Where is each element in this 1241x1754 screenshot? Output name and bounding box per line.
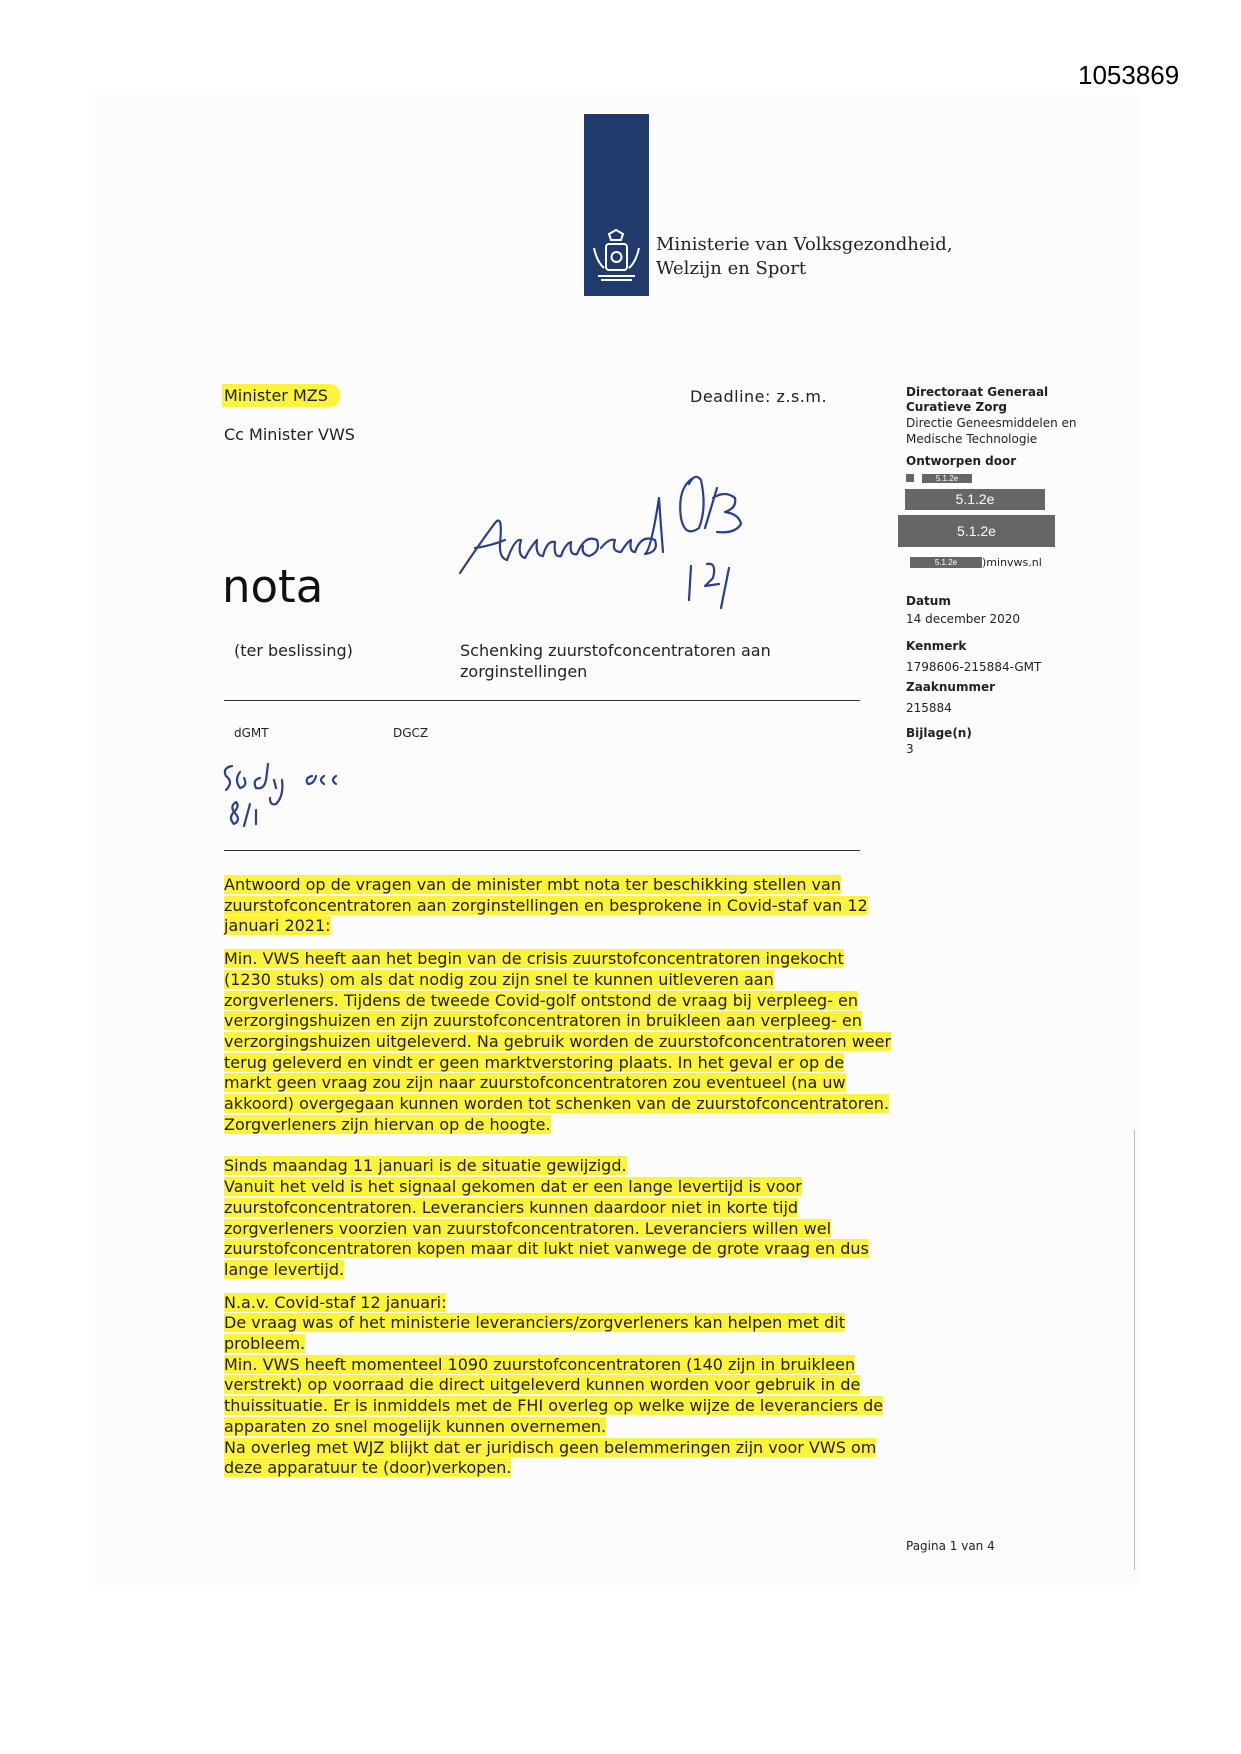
line: januari 2021: [224, 916, 331, 936]
datum-label: Datum [906, 594, 951, 608]
line: Min. VWS heeft momenteel 1090 zuurstofconcentratoren (140 zijn in bruikleen [224, 1354, 856, 1374]
redaction-initial [906, 474, 914, 482]
document-subject [460, 641, 771, 682]
email-line [910, 552, 1042, 569]
redaction-small: 5.1.2e [922, 474, 972, 483]
paragraph-3 [224, 1156, 924, 1280]
subject-line1: Schenking zuurstofconcentratoren aan [460, 641, 771, 660]
divider-top [224, 700, 860, 701]
addressee [222, 386, 340, 407]
coat-of-arms-icon [589, 228, 644, 284]
line: zuurstofconcentratoren. Leveranciers kunnen daardoor niet in korte tijd [224, 1197, 799, 1217]
redaction-block-1: 5.1.2e [905, 489, 1045, 510]
zaaknummer-label: Zaaknummer [906, 680, 996, 694]
body [224, 875, 924, 1479]
line: probleem. [224, 1334, 306, 1354]
document-id: 1053869 [1078, 60, 1180, 90]
directorate-line1: Directoraat Generaal [906, 385, 1049, 399]
line: zorgverleners. Tijdens de tweede Covid-golf ontstond de vraag bij verpleeg- en [224, 990, 859, 1010]
document-title: nota [222, 560, 324, 613]
line: verzorgingshuizen uitgeleverd. Na gebruik worden de zuurstofconcentratoren weer [224, 1031, 892, 1051]
datum-value: 14 december 2020 [906, 612, 1021, 626]
paragraph-4 [224, 1293, 924, 1479]
line: Na overleg met WJZ blijkt dat er juridisch geen belemmeringen zijn voor VWS om [224, 1437, 877, 1457]
routing-dgcz: DGCZ [393, 726, 429, 740]
kenmerk-block [906, 638, 1041, 757]
kenmerk-value: 1798606-215884-GMT [906, 660, 1042, 674]
ministry-name-line2: Welzijn en Sport [656, 258, 807, 279]
handwritten-approval [455, 468, 805, 628]
email-domain: )minvws.nl [982, 556, 1042, 569]
line: zuurstofconcentratoren kopen maar dit lukt niet vanwege de grote vraag en dus [224, 1239, 869, 1259]
line: Sinds maandag 11 januari is de situatie gewijzigd. [224, 1156, 627, 1176]
line: lange levertijd. [224, 1259, 345, 1279]
directie-line2: Medische Technologie [906, 432, 1038, 446]
line: Min. VWS heeft aan het begin van de crisis zuurstofconcentratoren ingekocht [224, 949, 844, 969]
bijlage-label: Bijlage(n) [906, 726, 972, 740]
line: Antwoord op de vragen van de minister mbt nota ter beschikking stellen van [224, 875, 841, 894]
deadline: Deadline: z.s.m. [690, 387, 828, 406]
redaction-block-2: 5.1.2e [898, 515, 1055, 547]
sidebar [906, 384, 1106, 469]
page-number: Pagina 1 van 4 [906, 1539, 995, 1553]
line: (1230 stuks) om als dat nodig zou zijn snel te kunnen uitleveren aan [224, 969, 774, 989]
ministry-name [656, 233, 953, 281]
line: apparaten zo snel mogelijk kunnen overnemen. [224, 1416, 607, 1436]
kenmerk-label: Kenmerk [906, 639, 967, 653]
line: N.a.v. Covid-staf 12 januari: [224, 1292, 447, 1312]
bijlage-value: 3 [906, 742, 914, 756]
handwritten-sg-approval [220, 758, 350, 828]
line: De vraag was of het ministerie leveranciers/zorgverleners kan helpen met dit [224, 1313, 845, 1333]
document-type: (ter beslissing) [234, 641, 353, 660]
directorate-line2: Curatieve Zorg [906, 400, 1007, 414]
routing-dgmt: dGMT [234, 726, 269, 740]
line: verzorgingshuizen en zijn zuurstofconcentratoren in bruikleen aan verpleeg- en [224, 1011, 862, 1031]
date-block [906, 593, 1020, 627]
divider-bottom [224, 850, 860, 851]
scan-edge [1134, 1130, 1135, 1570]
cc-line: Cc Minister VWS [224, 425, 355, 444]
line: deze apparatuur te (door)verkopen. [224, 1458, 512, 1478]
line: terug geleverd en vindt er geen marktverstoring plaats. In het geval er op de [224, 1052, 845, 1072]
line: zuurstofconcentratoren aan zorginstellingen en besprokene in Covid-staf van 12 [224, 895, 868, 915]
line: zorgverleners voorzien van zuurstofconcentratoren. Leveranciers willen wel [224, 1218, 832, 1238]
line: akkoord) overgegaan kunnen worden tot schenken van de zuurstofconcentratoren. [224, 1094, 890, 1114]
paragraph-2 [224, 949, 924, 1135]
addressee-text: Minister MZS [222, 384, 340, 407]
line: verstrekt) op voorraad die direct uitgeleverd kunnen worden voor gebruik in de [224, 1375, 861, 1395]
ministry-name-line1: Ministerie van Volksgezondheid, [656, 234, 953, 255]
line: Zorgverleners zijn hiervan op de hoogte. [224, 1114, 551, 1134]
line: Vanuit het veld is het signaal gekomen dat er een lange levertijd is voor [224, 1177, 802, 1197]
redaction-email: 5.1.2e [910, 557, 982, 568]
zaaknummer-value: 215884 [906, 701, 952, 715]
subject-line2: zorginstellingen [460, 661, 588, 681]
line: thuissituatie. Er is inmiddels met de FHI overleg op welke wijze de leveranciers de [224, 1396, 884, 1416]
line: markt geen vraag zou zijn naar zuurstofconcentratoren zou eventueel (na uw [224, 1073, 846, 1093]
ontworpen-label: Ontworpen door [906, 454, 1017, 468]
paragraph-1 [224, 875, 924, 937]
directie-line1: Directie Geneesmiddelen en [906, 416, 1077, 430]
